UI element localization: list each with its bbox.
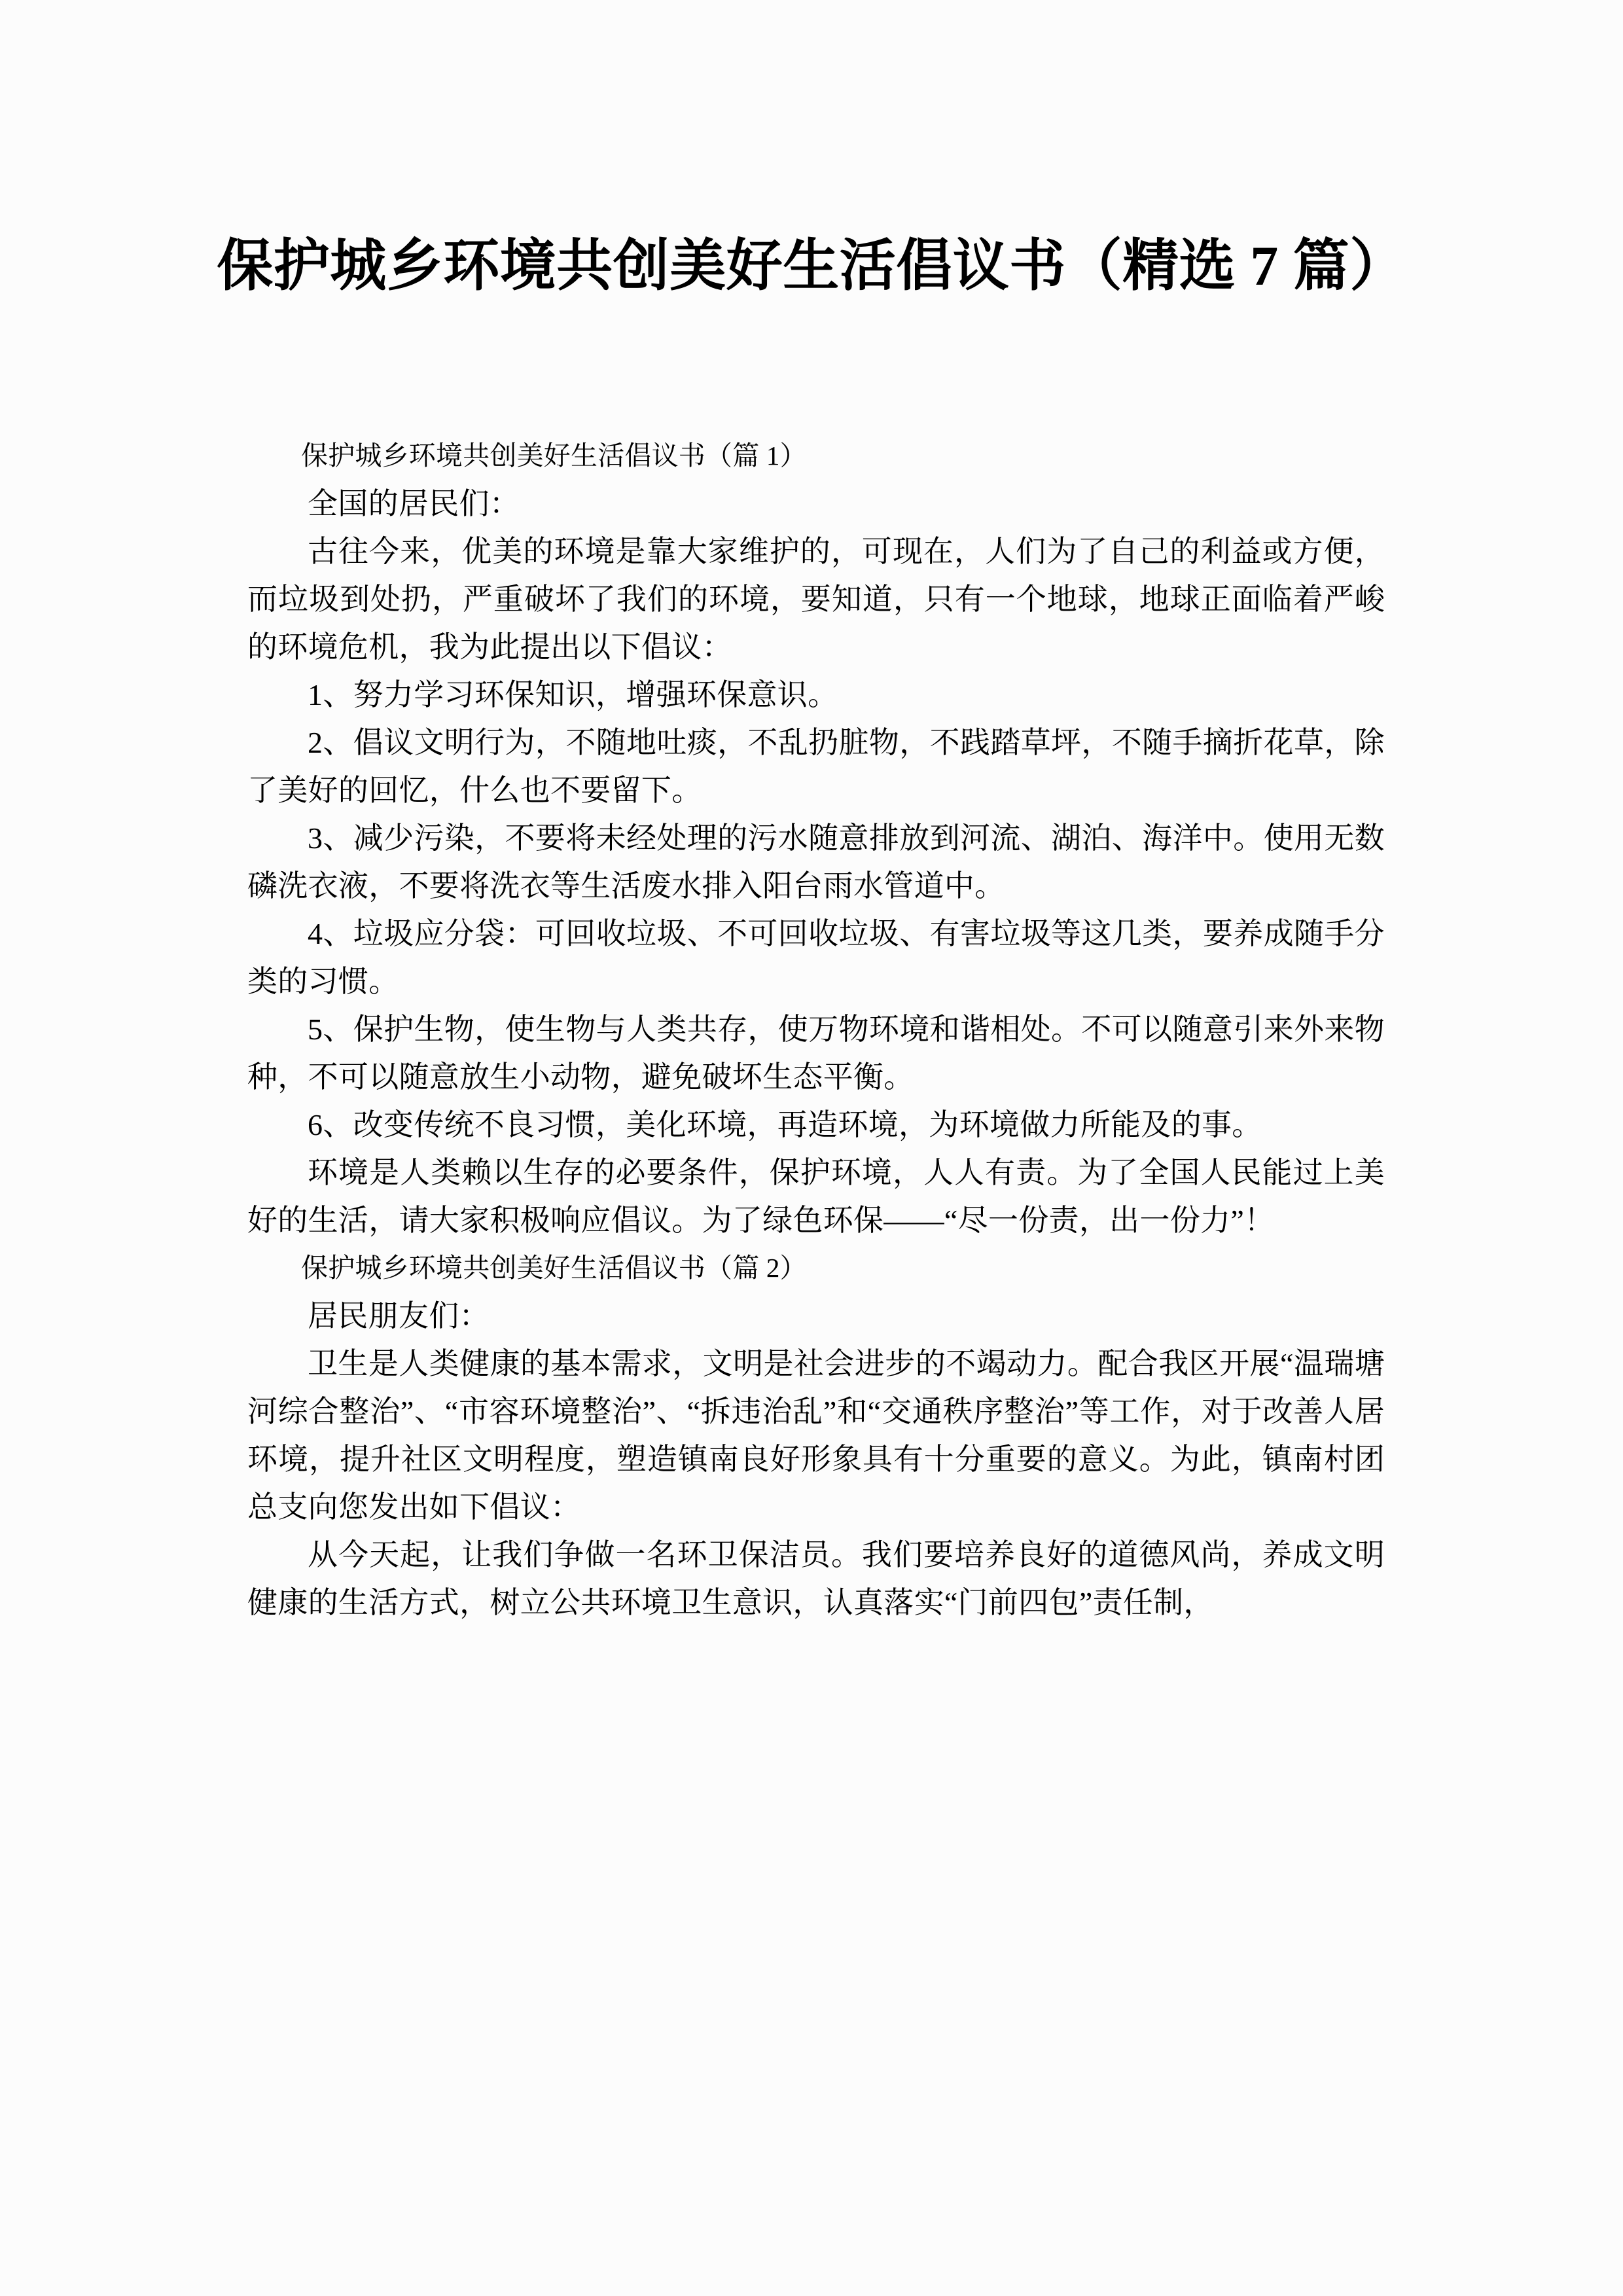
section-heading-pian-1: 保护城乡环境共创美好生活倡议书（篇 1） xyxy=(301,440,807,471)
list-item-1: 1、努力学习环保知识，增强环保意识。 xyxy=(308,678,838,711)
section-heading-pian-2: 保护城乡环境共创美好生活倡议书（篇 2） xyxy=(301,1253,807,1283)
paragraph-closing-pian-1: 环境是人类赖以生存的必要条件，保护环境，人人有责。为了全国人民能过上美好的生活，请大家积极响应倡议。为了绿色环保——“尽一份责，出一份力”！ xyxy=(247,1156,1385,1237)
list-item-6: 6、改变传统不良习惯，美化环境，再造环境，为环境做力所能及的事。 xyxy=(308,1108,1262,1141)
paragraph-body-pian-2: 从今天起，让我们争做一名环卫保洁员。我们要培养良好的道德风尚，养成文明健康的生活方式，树立公共环境卫生意识，认真落实“门前四包”责任制， xyxy=(247,1538,1385,1619)
list-item-4: 4、垃圾应分袋：可回收垃圾、不可回收垃圾、有害垃圾等这几类，要养成随手分类的习惯。 xyxy=(247,917,1385,998)
list-item-5: 5、保护生物，使生物与人类共存，使万物环境和谐相处。不可以随意引来外来物种，不可以随意放生小动物，避免破坏生态平衡。 xyxy=(247,1013,1385,1094)
salutation-resident-friends: 居民朋友们： xyxy=(308,1299,490,1333)
paragraph-intro-pian-1: 古往今来，优美的环境是靠大家维护的，可现在，人们为了自己的利益或方便，而垃圾到处扔，严重破坏了我们的环境，要知道，只有一个地球，地球正面临着严峻的环境危机，我为此提出以下倡议： xyxy=(247,535,1385,664)
list-item-2: 2、倡议文明行为，不随地吐痰，不乱扔脏物，不践踏草坪，不随手摘折花草，除了美好的回忆，什么也不要留下。 xyxy=(247,726,1385,807)
page-title: 保护城乡环境共创美好生活倡议书（精选 7 篇） xyxy=(217,234,1406,297)
salutation-all-residents: 全国的居民们： xyxy=(308,487,520,520)
document-body xyxy=(247,432,1385,1626)
list-item-3: 3、减少污染，不要将未经处理的污水随意排放到河流、湖泊、海洋中。使用无数磷洗衣液，不要将洗衣等生活废水排入阳台雨水管道中。 xyxy=(247,821,1385,903)
paragraph-intro-pian-2: 卫生是人类健康的基本需求，文明是社会进步的不竭动力。配合我区开展“温瑞塘河综合整治”、“市容环境整治”、“拆违治乱”和“交通秩序整治”等工作，对于改善人居环境，提升社区文明程度，塑造镇南良好形象具有十分重要的意义。为此，镇南村团总支向您发出如下倡议： xyxy=(247,1347,1385,1524)
